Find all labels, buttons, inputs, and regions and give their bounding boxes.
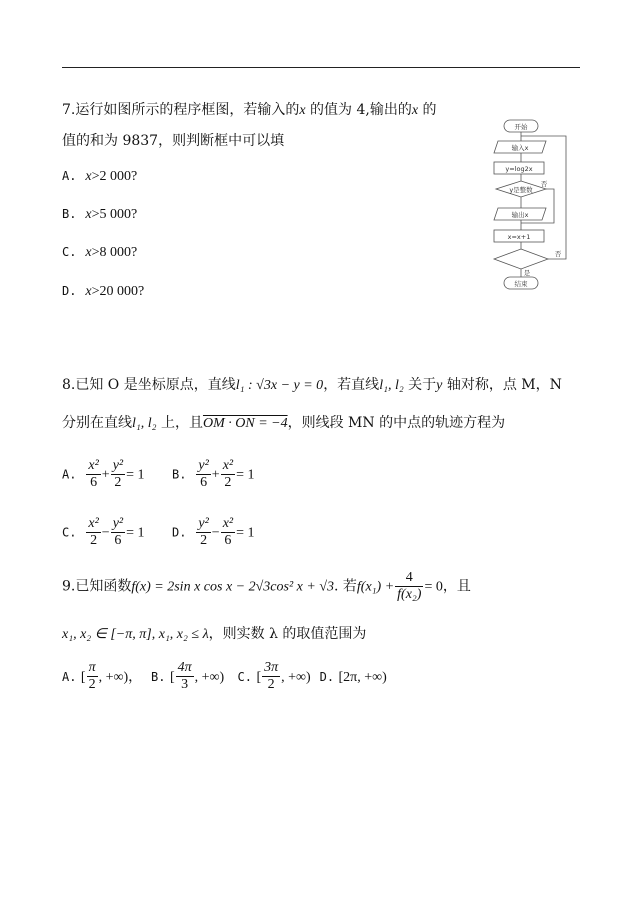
flow-no2-label: 否 bbox=[554, 250, 562, 258]
flow-yes-label: 是 bbox=[523, 269, 531, 277]
flow-increment-label: x=x+1 bbox=[507, 233, 531, 241]
q7-flowchart bbox=[484, 118, 574, 293]
q7-option-d[interactable]: D. x>20 000? bbox=[62, 284, 145, 299]
q9-options-row bbox=[62, 660, 387, 693]
flow-no1-label: 否 bbox=[540, 180, 548, 188]
q9-option-c[interactable]: C. [ $\frac{3\pi}{2}$ , +∞) bbox=[237, 660, 311, 692]
flow-assign-label: y=log2x bbox=[505, 165, 533, 173]
q8-option-b[interactable]: B. $\frac{\text{y²}}{6}$ + $\frac{\text{x²}}{2}$ = 1 bbox=[172, 458, 255, 490]
flow-decision-label: y是整数 bbox=[509, 186, 533, 194]
q9-option-d[interactable]: D. [2π, +∞) bbox=[319, 669, 387, 685]
q8-option-d[interactable]: D. $\frac{\text{y²}}{2}$ − $\frac{\text{x²}}{6}$ = 1 bbox=[172, 516, 255, 548]
q7-option-b[interactable]: B. x>5 000? bbox=[62, 207, 138, 222]
q7-stem-line2: 值的和为 9837，则判断框中可以填 bbox=[62, 133, 285, 149]
q7-option-a[interactable]: A. x>2 000? bbox=[62, 169, 138, 184]
q7-option-c[interactable]: C. x>8 000? bbox=[62, 245, 138, 260]
q9-option-a[interactable]: A. [ $\frac{\pi}{2}$ , +∞)， bbox=[62, 660, 143, 692]
q9-stem-line1: 9.已知函数f(x) = 2sin x cos x − 2√3cos² x + √3. 若f(x₁) + $\frac{4}{\text{f(x₂)}}$ = 0，且 bbox=[62, 570, 471, 602]
flow-end-label: 结束 bbox=[514, 280, 528, 288]
q8-option-a[interactable]: A. $\frac{\text{x²}}{6}$ + $\frac{\text{y²}}{2}$ = 1 bbox=[62, 458, 145, 490]
flow-start-label: 开始 bbox=[514, 123, 528, 131]
q8-option-c[interactable]: C. $\frac{\text{x²}}{2}$ − $\frac{\text{y²}}{6}$ = 1 bbox=[62, 516, 145, 548]
q8-stem-line1: 8.已知 O 是坐标原点，直线l₁ : √3x − y = 0，若直线l₁, l₂ 关于y 轴对称，点 M，N bbox=[62, 377, 562, 393]
flow-decision-2 bbox=[494, 249, 548, 269]
q7-stem-line1: 7.运行如图所示的程序框图，若输入的x 的值为 4,输出的x 的 bbox=[62, 102, 437, 118]
top-rule bbox=[62, 67, 580, 68]
flow-output-label: 输出x bbox=[511, 211, 529, 219]
q8-stem-line2: 分别在直线l₁, l₂ 上，且OM · ON = −4，则线段 MN 的中点的轨迹方程为 bbox=[62, 415, 506, 431]
flow-input-label: 输入x bbox=[511, 144, 529, 152]
q9-stem-line2: x₁, x₂ ∈ [−π, π], x₁, x₂ ≤ λ，则实数 λ 的取值范围为 bbox=[62, 626, 367, 642]
q9-option-b[interactable]: B. [ $\frac{4\pi}{3}$ , +∞) bbox=[151, 660, 225, 692]
